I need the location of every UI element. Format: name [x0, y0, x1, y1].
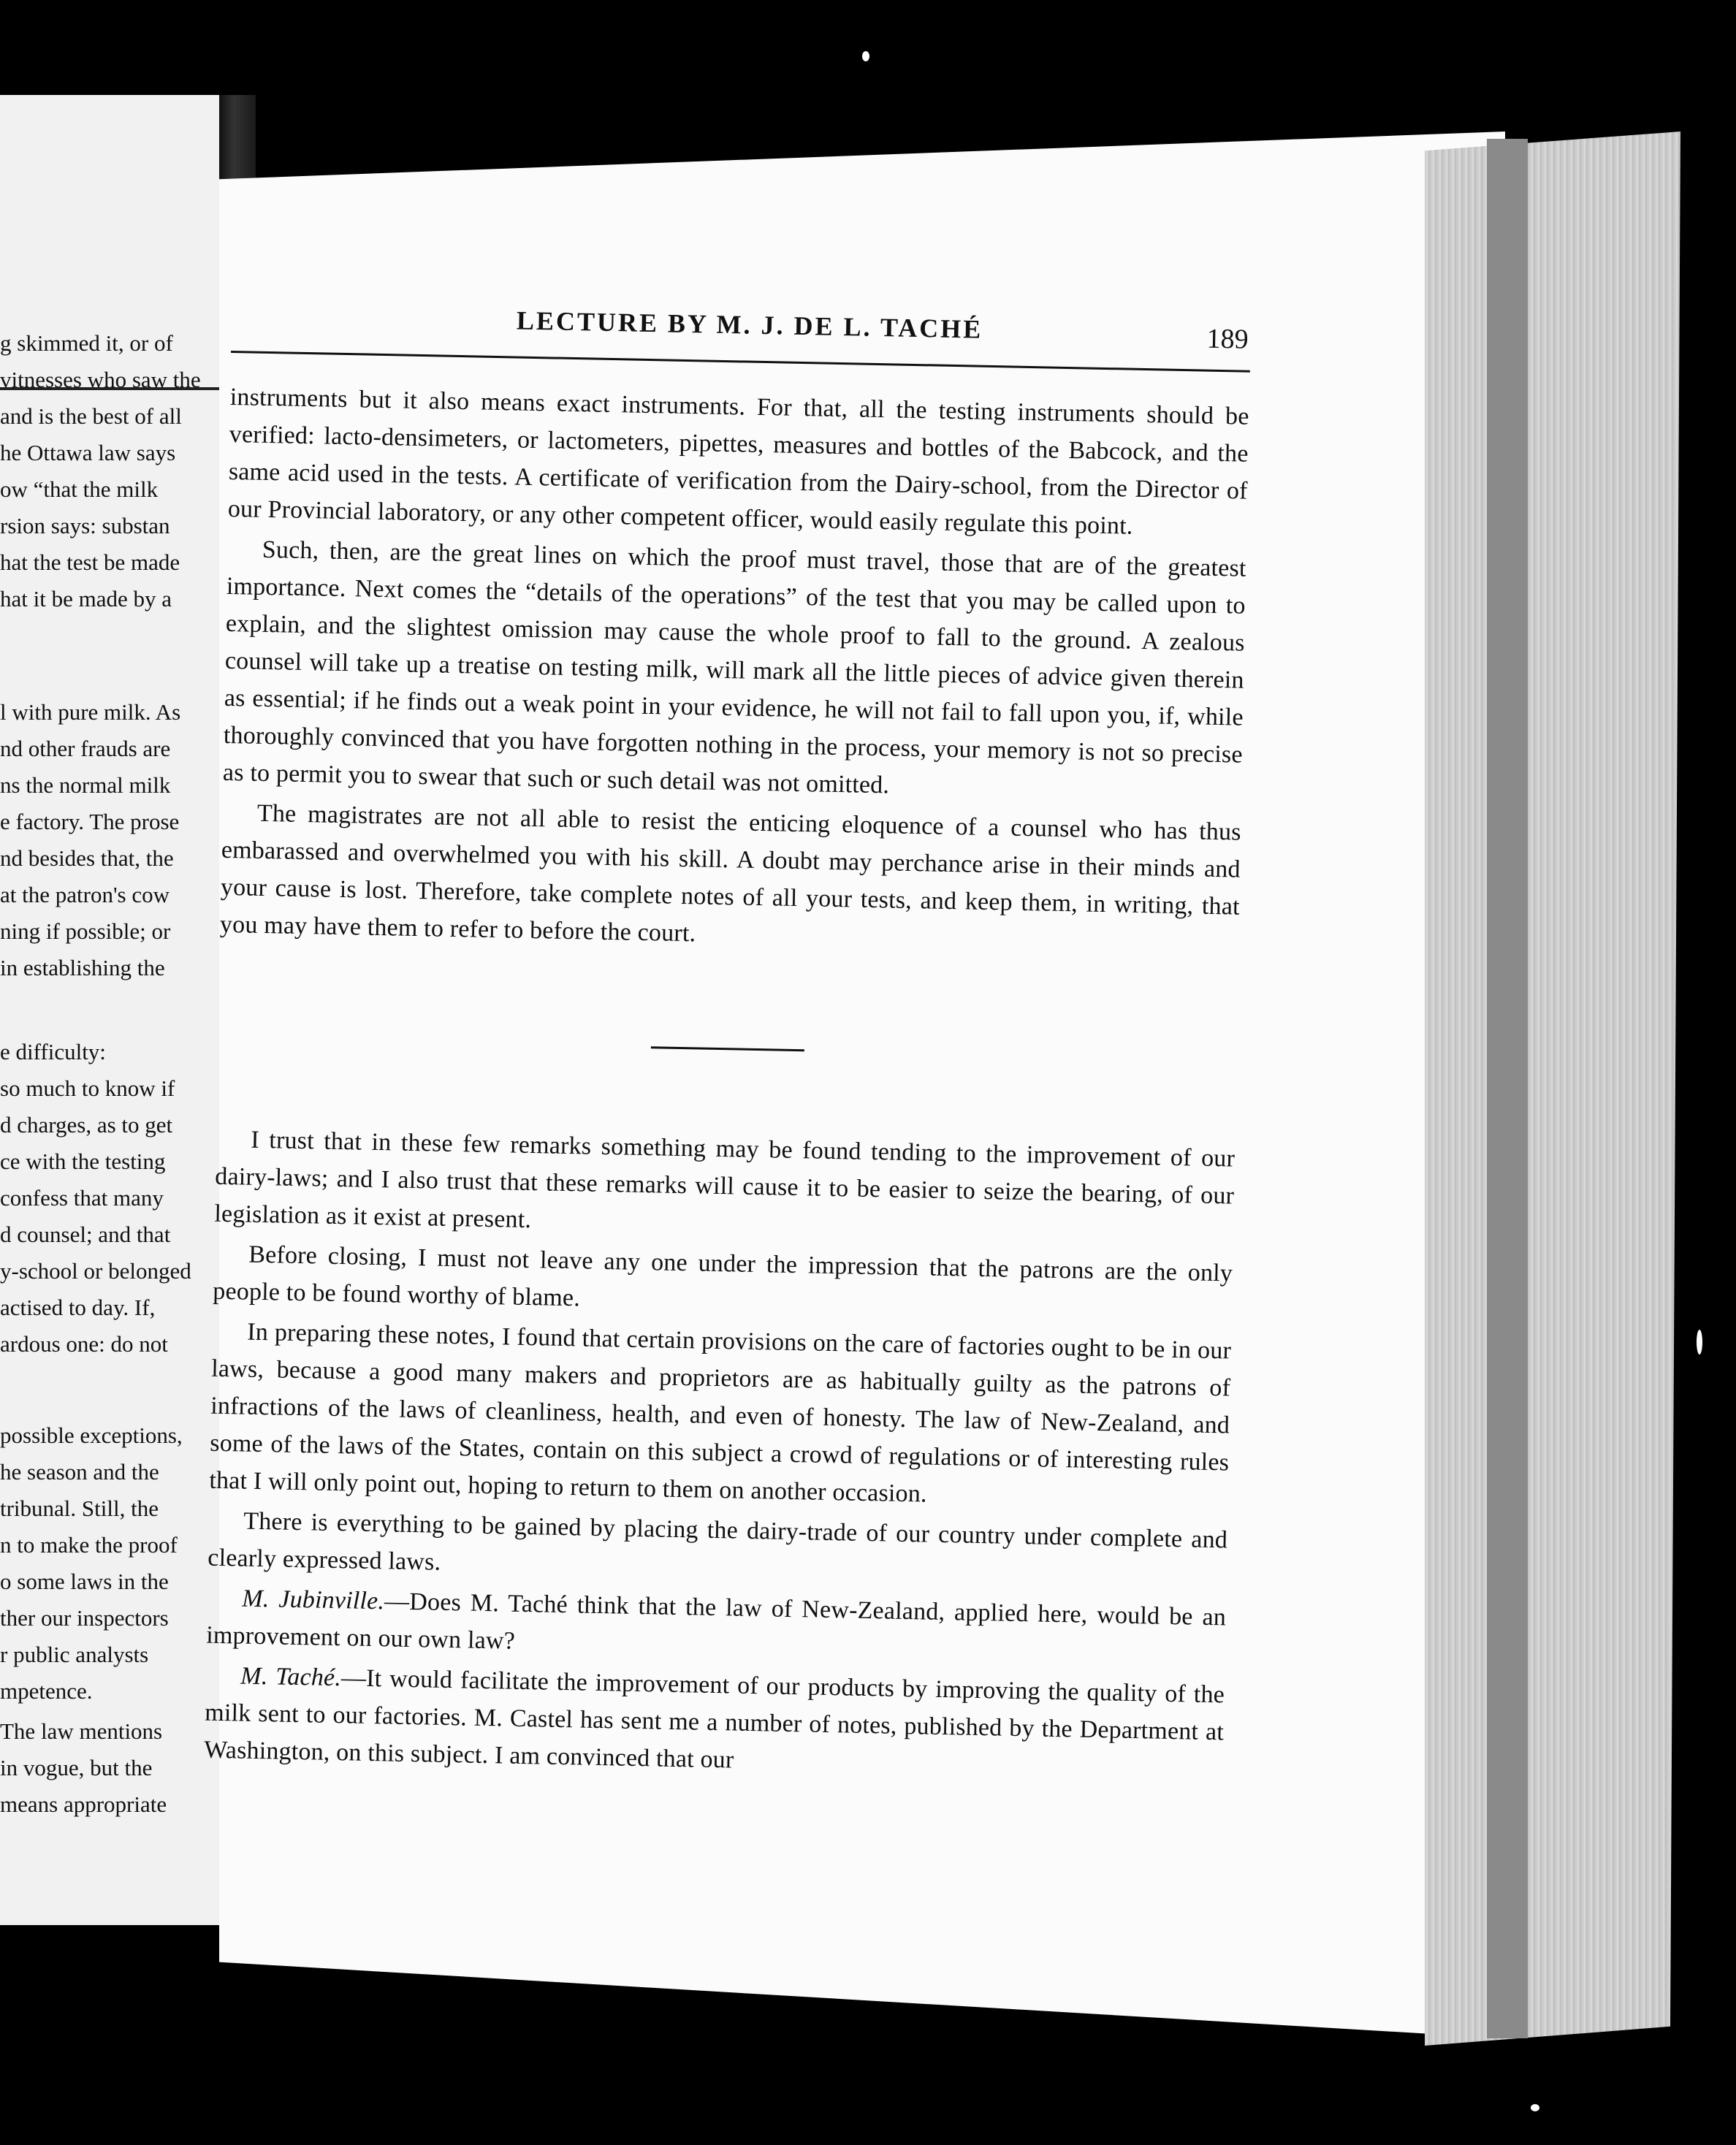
- left-page-line: e factory. The prose: [0, 809, 180, 834]
- page-edge-shadow: [1487, 139, 1528, 2038]
- paragraph: The magistrates are not all able to resist the enticing eloquence of a counsel who has thus embarassed and overwhelmed you with his skill. A doubt may perchance arise in their minds and your cause is lost. Therefore, take complete notes of all your tests, and keep them, in writing, that you may have them to refer to before the court.: [219, 799, 1242, 948]
- left-page-line: at the patron's cow: [0, 882, 170, 907]
- running-title: LECTURE BY M. J. DE L. TACHÉ: [516, 305, 983, 344]
- left-page-line: nd besides that, the: [0, 845, 174, 871]
- left-page-line: y-school or belonged: [0, 1258, 191, 1284]
- left-page-line: ce with the testing: [0, 1148, 166, 1174]
- left-page-line: confess that many: [0, 1185, 164, 1211]
- paragraph: Such, then, are the great lines on which the proof must travel, those that are of the greatest importance. Next comes the “details of the operations” of the test that you may be called upon to explain, and the slightest omission may cause the whole proof to fall to the ground. A zealous counsel will take up a treatise on testing milk, will mark all the little pieces of advice given therein as essential; if he finds out a weak point in your evidence, he will not fail to fall upon you, if, while thoroughly convinced that you have forgotten nothing in the process, your memory is not so precise as to permit you to swear that such or such detail was not omitted.: [222, 536, 1246, 799]
- left-page-line: l with pure milk. As: [0, 699, 181, 725]
- header-rule: [231, 351, 1250, 373]
- page-number: 189: [1206, 323, 1249, 355]
- left-page-line: r public analysts: [0, 1642, 149, 1667]
- page-content: [204, 278, 1252, 1788]
- running-head: [231, 278, 1252, 385]
- left-page-line: ther our inspectors: [0, 1605, 169, 1631]
- left-page-line: ning if possible; or: [0, 918, 171, 944]
- left-page-line: o some laws in the: [0, 1569, 169, 1594]
- left-page-line: vitnesses who saw the: [0, 367, 201, 392]
- left-page-line: in establishing the: [0, 955, 165, 980]
- left-page-line: d charges, as to get: [0, 1112, 173, 1138]
- paragraph: There is everything to be gained by placing the dairy-trade of our country under complete and clearly expressed laws.: [208, 1507, 1228, 1576]
- left-page-line: in vogue, but the: [0, 1755, 153, 1780]
- speck: [1697, 1330, 1702, 1355]
- left-page-line: ns the normal milk: [0, 772, 171, 798]
- left-page-line: nd other frauds are: [0, 736, 171, 761]
- paragraph: Before closing, I must not leave any one under the impression that the patrons are the only people to be found worthy of blame.: [213, 1241, 1233, 1312]
- left-page-line: rsion says: substan: [0, 513, 170, 538]
- left-page-line: g skimmed it, or of: [0, 330, 173, 356]
- left-page-line: hat the test be made: [0, 549, 180, 575]
- left-page-line: e difficulty:: [0, 1039, 106, 1064]
- page-edges: [1425, 132, 1680, 2046]
- dialogue-paragraph: [204, 1657, 1225, 1788]
- left-page-line: n to make the proof: [0, 1532, 178, 1558]
- dialogue-text: —It would facilitate the improvement of our products by improving the quality of the milk sent to our factories. M. Castel has sent me a number of notes, published by the Department at Washington, on this subject. I am convinced that our: [203, 1664, 1225, 1774]
- left-page-line: ow “that the milk: [0, 476, 159, 502]
- speck: [862, 51, 869, 61]
- speaker-name: M. Jubinville.: [241, 1585, 385, 1615]
- speaker-name: M. Taché.: [240, 1662, 342, 1692]
- paragraph: In preparing these notes, I found that certain provisions on the care of factories ought to be in our laws, because a good many makers and proprietors are as habitually guilty as the patrons of infractions of the laws of cleanliness, health, and even of honesty. The law of New-Zealand, and some of the laws of the States, contain on this subject a crowd of regulations or of interesting rules that I will only point out, hoping to return to them on another occasion.: [209, 1318, 1232, 1508]
- left-page-line: mpetence.: [0, 1678, 93, 1704]
- left-page-line: and is the best of all: [0, 403, 182, 429]
- left-facing-page: [0, 95, 219, 1925]
- left-page-line: possible exceptions,: [0, 1422, 183, 1448]
- left-page-line: The law mentions: [0, 1718, 163, 1744]
- left-page-line: hat it be made by a: [0, 586, 172, 612]
- left-page-line: he Ottawa law says: [0, 440, 176, 465]
- left-page-line: d counsel; and that: [0, 1222, 171, 1247]
- left-page-line: actised to day. If,: [0, 1295, 156, 1320]
- paragraph: I trust that in these few remarks something may be found tending to the improvement of our dairy-laws; and I also trust that these remarks will cause it to be easier to seize the bearing, of our legislation as it exist at present.: [214, 1126, 1236, 1234]
- left-page-line: tribunal. Still, the: [0, 1496, 159, 1521]
- left-page-line: means appropriate: [0, 1791, 167, 1817]
- section-divider: [650, 1046, 804, 1051]
- left-page-line: so much to know if: [0, 1075, 175, 1101]
- left-page-line: he season and the: [0, 1459, 159, 1485]
- paragraph: instruments but it also means exact instruments. For that, all the testing instruments should be verified: lacto-densimeters, or lactometers, pipettes, measures and bottles of the Babcock, and the same acid used in the tests. A certificate of verification from the Dairy-school, from the Director of our Provincial laboratory, or any other competent officer, would easily regulate this point.: [227, 383, 1249, 540]
- left-page-line: ardous one: do not: [0, 1331, 168, 1357]
- dialogue-text: —Does M. Taché think that the law of New-Zealand, applied here, would be an improvement on our own law?: [205, 1588, 1227, 1655]
- speck: [1531, 2104, 1539, 2111]
